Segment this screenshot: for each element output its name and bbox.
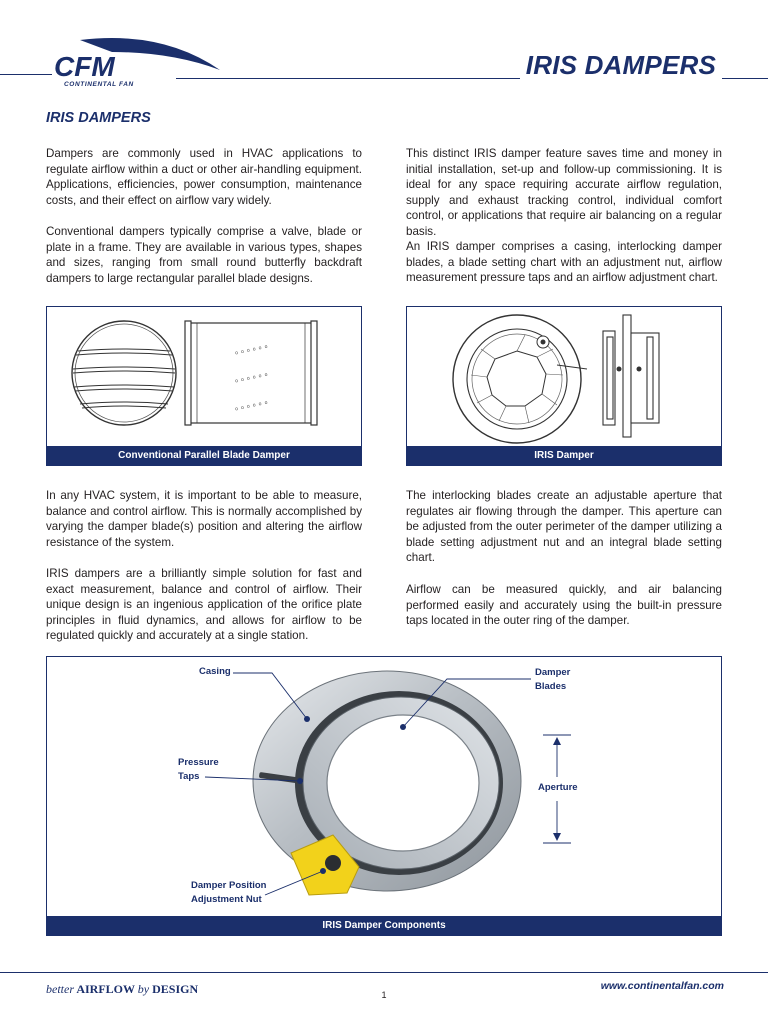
tagline-better: better [46, 982, 74, 996]
paragraph-7: The interlocking blades create an adjustable aperture that regulates air flowing through the damper. This aperture can be adjusted from the outer perimeter of the damper utilizing a blade setting adjustment nut and an integral blade setting chart. [406, 489, 722, 565]
paragraph-3: This distinct IRIS damper feature saves time and money in initial installation, set-up and follow-up commissioning. It is ideal for any space requiring accurate airflow regulation, supply and exhaust tracking control, individual comfort control, or applications that require air balancing on a regular basis. [406, 147, 722, 238]
callout-adjustment-nut-line1: Damper Position [191, 880, 267, 891]
iris-damper-illustration [407, 307, 721, 445]
page-number: 1 [381, 990, 387, 1000]
callout-aperture [538, 781, 578, 795]
figure-caption-conventional: Conventional Parallel Blade Damper [47, 446, 361, 465]
conventional-damper-illustration [47, 307, 361, 445]
header-rule-left [0, 74, 52, 75]
figure-iris-components [46, 656, 722, 936]
callout-pressure-taps-line1: Pressure [178, 757, 219, 768]
tagline-by: by [137, 982, 150, 996]
callout-adjustment-nut-line2: Adjustment Nut [191, 894, 262, 905]
paragraph-6: IRIS dampers are a brilliantly simple solution for fast and exact measurement, balance and control of airflow. Their unique design is an ingenious application of the orifice plate principles in fluid dynamics, and allows for airflow to be regulated quickly and accurately at a single station. [46, 567, 362, 643]
figure-caption-iris: IRIS Damper [407, 446, 721, 465]
callout-casing-label: Casing [199, 666, 231, 677]
figure-iris-damper [406, 306, 722, 466]
page-title: IRIS DAMPERS [525, 50, 716, 80]
tagline-airflow: AIRFLOW [76, 982, 135, 996]
logo-subtext: CONTINENTAL FAN [64, 81, 134, 88]
callout-pressure-taps [178, 756, 219, 784]
logo-text: CFM [54, 51, 115, 82]
figure-caption-components: IRIS Damper Components [47, 916, 721, 935]
iris-components-photo [47, 657, 721, 915]
callout-adjustment-nut [191, 879, 267, 907]
svg-text:o o o o o o: o o o o o o [234, 371, 269, 385]
paragraph-1: Dampers are commonly used in HVAC applications to regulate airflow within a duct or other air-handling equipment. Applications, efficiencies, power consumption, maintenance costs, and their effect on airflow vary widely. [46, 147, 362, 207]
header-rule-right [722, 78, 768, 79]
callout-aperture-label: Aperture [538, 782, 578, 793]
callout-damper-blades-line1: Damper [535, 667, 571, 678]
paragraph-8: Airflow can be measured quickly, and air balancing performed easily and accurately using the built-in pressure taps located in the outer ring of the damper. [406, 583, 722, 628]
svg-text:o o o o o o: o o o o o o [234, 399, 269, 413]
paragraph-2: Conventional dampers typically comprise a valve, blade or plate in a frame. They are available in various types, shapes and sizes, ranging from small round butterfly backdraft dampers to large rectangular parallel blade designs. [46, 225, 362, 285]
header-rule-middle [176, 78, 520, 79]
website-link[interactable]: www.continentalfan.com [600, 980, 724, 992]
callout-damper-blades [535, 666, 570, 694]
footer-rule [0, 972, 768, 973]
callout-pressure-taps-line2: Taps [178, 771, 200, 782]
section-heading: IRIS DAMPERS [46, 110, 151, 126]
paragraph-5: In any HVAC system, it is important to be able to measure, balance and control airflow. This is normally accomplished by varying the damper blade(s) position and altering the airflow resistance of the system. [46, 489, 362, 549]
callout-casing [199, 665, 231, 679]
figure-conventional-damper [46, 306, 362, 466]
paragraph-4: An IRIS damper comprises a casing, interlocking damper blades, a blade setting chart with an adjustment nut, airflow measurement pressure taps and an airflow adjustment chart. [406, 240, 722, 285]
svg-text:o o o o o o: o o o o o o [234, 343, 269, 357]
callout-damper-blades-line2: Blades [535, 681, 567, 692]
tagline-design: DESIGN [152, 982, 199, 996]
